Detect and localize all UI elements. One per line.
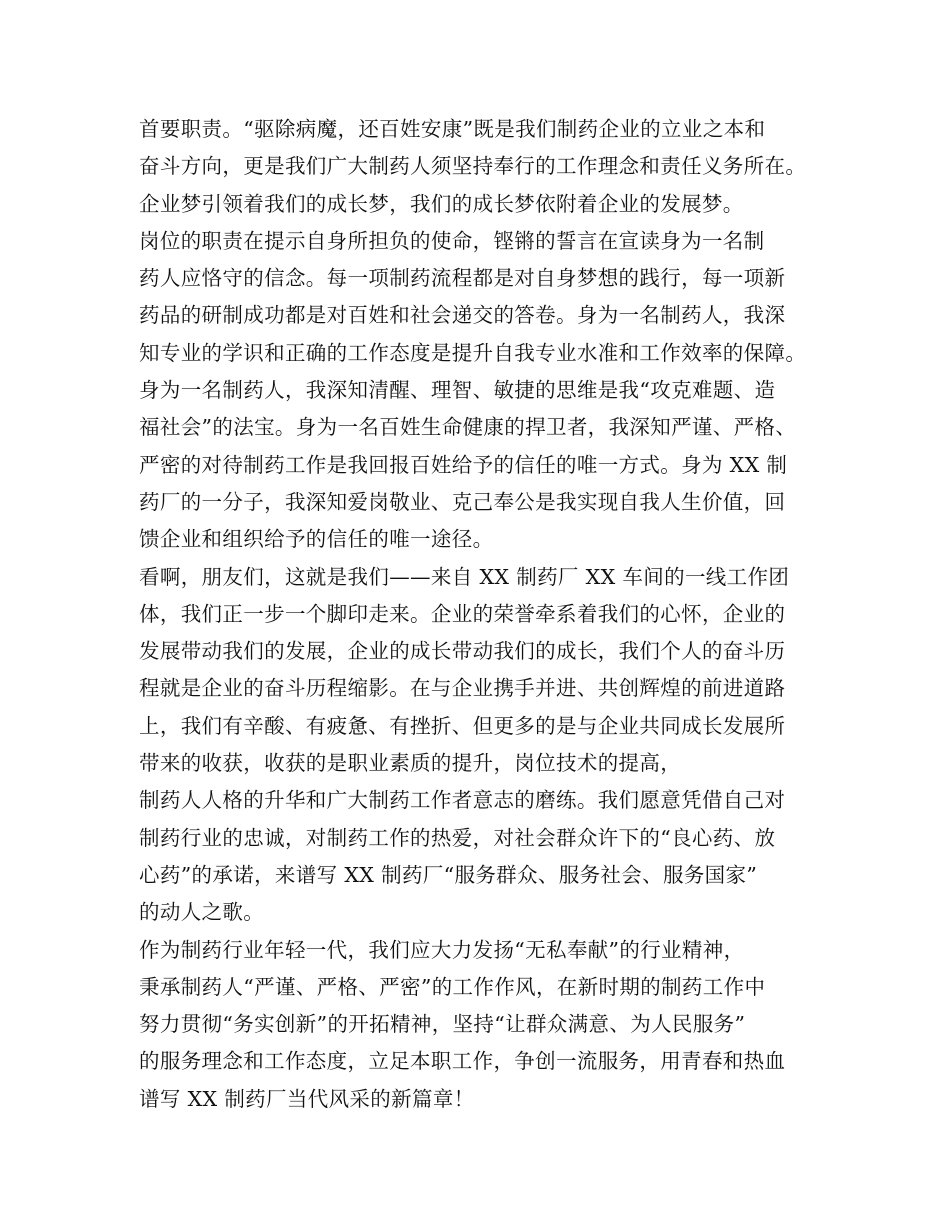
text-line: 的服务理念和工作态度，立足本职工作，争创一流服务，用青春和热血 (139, 1049, 786, 1074)
text-line: 体，我们正一步一个脚印走来。企业的荣誉牵系着我们的心怀，企业的 (139, 601, 786, 626)
text-line: 心药”的承诺，来谱写 XX 制药厂“服务群众、服务社会、服务国家” (139, 862, 758, 887)
text-line: 药品的研制成功都是对百姓和社会递交的答卷。身为一名制药人，我深 (139, 303, 786, 328)
text-line: 企业梦引领着我们的成长梦，我们的成长梦依附着企业的发展梦。 (139, 191, 744, 216)
text-line: 馈企业和组织给予的信任的唯一途径。 (139, 527, 494, 552)
text-line: 制药人人格的升华和广大制药工作者意志的磨练。我们愿意凭借自己对 (139, 788, 786, 813)
text-line: 带来的收获，收获的是职业素质的提升，岗位技术的提高， (139, 751, 682, 776)
text-line: 福社会”的法宝。身为一名百姓生命健康的捍卫者，我深知严谨、严格、 (139, 415, 797, 440)
text-line: 奋斗方向，更是我们广大制药人须坚持奉行的工作理念和责任义务所在。 (139, 154, 807, 179)
text-line: 严密的对待制药工作是我回报百姓给予的信任的唯一方式。身为 XX 制 (139, 452, 788, 477)
text-line: 药人应恪守的信念。每一项制药流程都是对自身梦想的践行，每一项新 (139, 266, 786, 291)
text-line: 努力贯彻“务实创新”的开拓精神，坚持“让群众满意、为人民服务” (139, 1012, 746, 1037)
text-line: 的动人之歌。 (139, 900, 265, 925)
text-line: 作为制药行业年轻一代，我们应大力发扬“无私奉献”的行业精神， (139, 937, 745, 962)
text-line: 秉承制药人“严谨、严格、严密”的工作作风，在新时期的制药工作中 (139, 974, 766, 999)
text-line: 谱写 XX 制药厂当代风采的新篇章！ (139, 1086, 475, 1111)
text-line: 药厂的一分子，我深知爱岗敬业、克己奉公是我实现自我人生价值，回 (139, 489, 786, 514)
text-line: 程就是企业的奋斗历程缩影。在与企业携手并进、共创辉煌的前进道路 (139, 676, 786, 701)
body-text (139, 111, 829, 1118)
text-line: 知专业的学识和正确的工作态度是提升自我专业水准和工作效率的保障。 (139, 340, 807, 365)
text-line: 上，我们有辛酸、有疲惫、有挫折、但更多的是与企业共同成长发展所 (139, 713, 786, 738)
text-line: 岗位的职责在提示自身所担负的使命，铿锵的誓言在宣读身为一名制 (139, 228, 765, 253)
text-line: 首要职责。“驱除病魔，还百姓安康”既是我们制药企业的立业之本和 (139, 117, 766, 141)
text-line: 制药行业的忠诚，对制药工作的热爱，对社会群众许下的“良心药、放 (139, 825, 776, 850)
text-line: 看啊，朋友们，这就是我们——来自 XX 制药厂 XX 车间的一线工作团 (139, 564, 790, 589)
text-line: 身为一名制药人，我深知清醒、理智、敏捷的思维是我“攻克难题、造 (139, 378, 776, 403)
text-line: 发展带动我们的发展，企业的成长带动我们的成长，我们个人的奋斗历 (139, 639, 786, 664)
